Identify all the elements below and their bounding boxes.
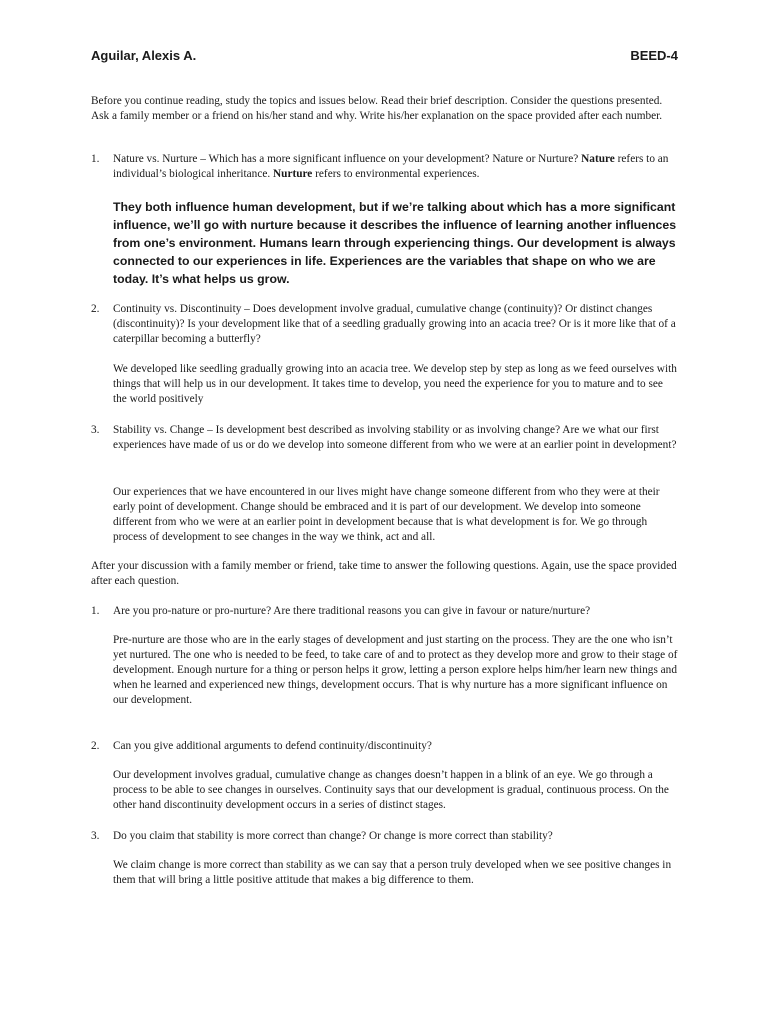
answer-text: Pre-nurture are those who are in the early stages of development and just starting on the process. They are the one who isn’t yet nurtured. The one who is needed to be feed, to take care of and to protect as they develop more and grow to their stage of development. Enough nurture for a thing or person helps it grow, letting a person explore helps him/her learn new things and when he learned and experienced new things, development occurs. That is why nurture has a more significant influence on our development. [113,634,678,706]
answer-text: Our development involves gradual, cumulative change as changes doesn’t happen in a blink of an eye. We go through a process to be able to see changes in ourselves. Continuity says that our development is gradual, continuous process. On the other hand discontinuity development occurs in a series of distinct stages. [113,769,669,811]
answer-text: They both influence human development, but if we’re talking about which has a more significant influence, we’ll go with nurture because it describes the influence of learning another influences from one’s environment. Humans learn through experiencing things. Our development is always connected to our experiences in life. Experiences are the variables that shape on who we are today. It’s what helps us grow. [113,200,677,286]
keyword-nature: Nature [581,153,615,165]
student-name: Aguilar, Alexis A. [91,48,197,63]
item-number: 1. [91,153,100,165]
answer-text: Our experiences that we have encountered in our lives might have change someone different from who they were at their early point of development. Change should be embraced and it is part of our development. We develop into someone different from who we were at an earlier point in development because that is what development is for. We go through process of development to see changes in the way we think, act and all. [113,486,660,543]
item-number: 2. [91,303,100,315]
item-number: 1. [91,605,100,617]
question-text: Nature vs. Nurture – Which has a more significant influence on your development? Nature or Nurture? Nature refers to an individual’s biological inheritance. Nurture refers to environmental experiences. [113,153,669,180]
question-text: Stability vs. Change – Is development best described as involving stability or as involving change? Are we what our first experiences have made of us or do we develop into someone different from who we were at an earlier point in development? [113,424,677,451]
course-code: BEED-4 [630,48,678,63]
question-text: Can you give additional arguments to defend continuity/discontinuity? [113,740,432,752]
question-text: Do you claim that stability is more correct than change? Or change is more correct than stability? [113,830,553,842]
answer-text: We claim change is more correct than stability as we can say that a person truly developed when we see positive changes in them that will bring a little positive attitude that makes a big difference to them. [113,859,672,886]
item-number: 3. [91,830,100,842]
intro-paragraph: Before you continue reading, study the topics and issues below. Read their brief description. Consider the questions presented. Ask a family member or a friend on his/her stand and why. Write his/her explanation on the space provided after each number. [91,95,663,122]
question-text: Are you pro-nature or pro-nurture? Are there traditional reasons you can give in favour or nature/nurture? [113,605,591,617]
item-number: 2. [91,740,100,752]
keyword-nurture: Nurture [273,168,313,180]
after-discussion-paragraph: After your discussion with a family member or friend, take time to answer the following questions. Again, use the space provided after each question. [91,560,677,587]
item-number: 3. [91,424,100,436]
question-text: Continuity vs. Discontinuity – Does development involve gradual, cumulative change (continuity)? Or distinct changes (discontinuity)? Is your development like that of a seedling gradually growing into an acacia tree? Or is it more like that of a caterpillar becoming a butterfly? [113,303,676,345]
answer-text: We developed like seedling gradually growing into an acacia tree. We develop step by step as long as we feed ourselves with things that will help us in our development. It takes time to develop, you need the experience for you to mature and to see the world positively [113,363,677,405]
